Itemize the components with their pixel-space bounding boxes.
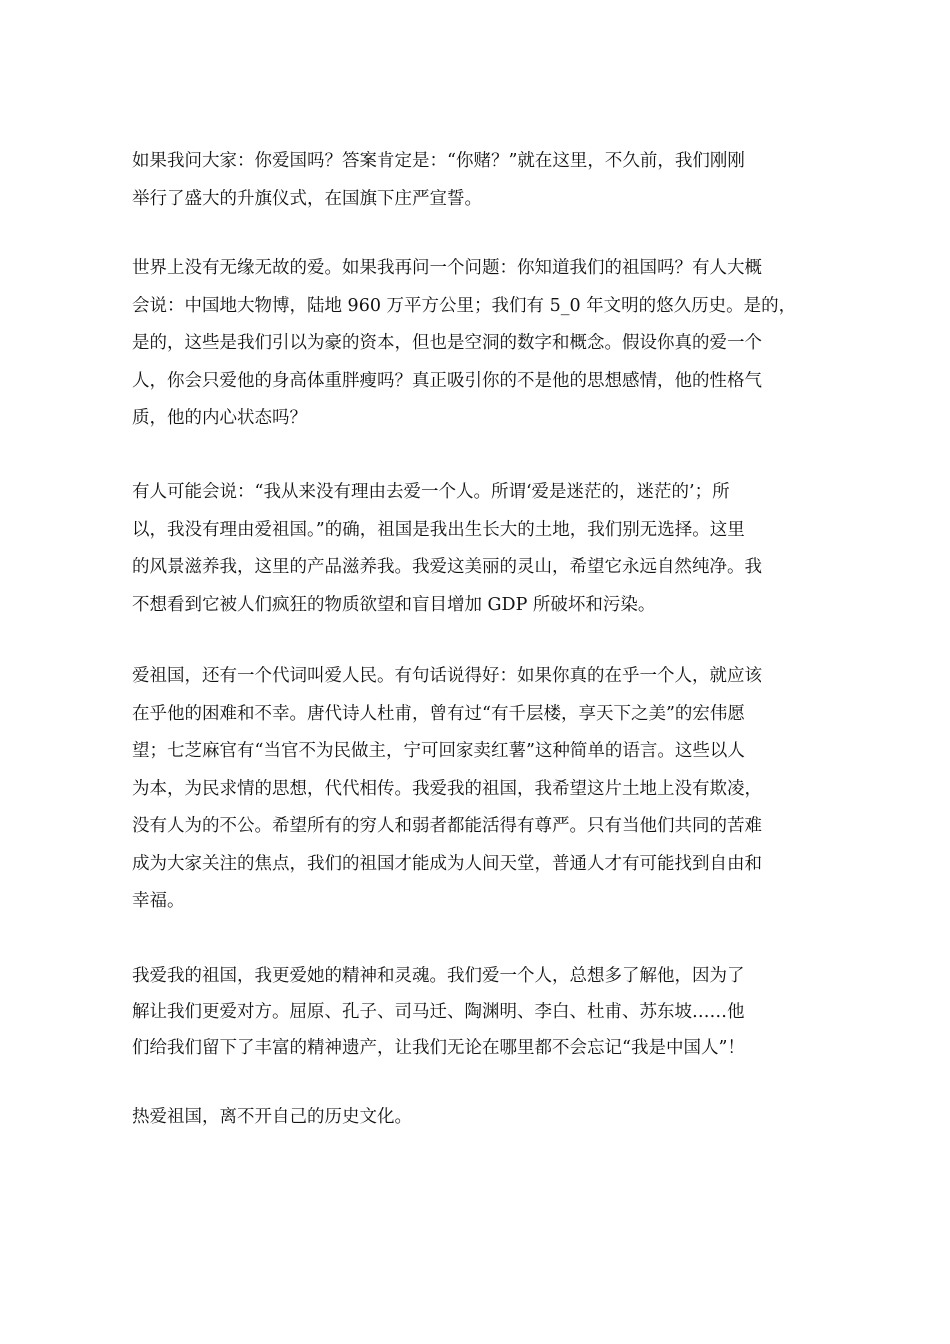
text-line: 幸福。 [132, 891, 185, 911]
text-line: 在乎他的困难和不幸。唐代诗人杜甫，曾有过“有千层楼，享天下之美”的宏伟愿 [132, 703, 745, 724]
text-line: 质，他的内心状态吗？ [132, 408, 307, 428]
text-line: 如果我问大家：你爱国吗？答案肯定是：“你赌？”就在这里，不久前，我们刚刚 [132, 151, 745, 171]
text-line: 爱祖国，还有一个代词叫爱人民。有句话说得好：如果你真的在乎一个人，就应该 [132, 666, 762, 686]
text-line: 举行了盛大的升旗仪式，在国旗下庄严宣誓。 [132, 188, 482, 209]
paragraph-1 [132, 143, 822, 218]
text-line: 世界上没有无缘无故的爱。如果我再问一个问题：你知道我们的祖国吗？有人大概 [132, 258, 762, 278]
text-line: 成为大家关注的焦点，我们的祖国才能成为人间天堂，普通人才有可能找到自由和 [132, 853, 762, 874]
text-line: 解让我们更爱对方。屈原、孔子、司马迁、陶渊明、李白、杜甫、苏东坡……他 [132, 1002, 745, 1022]
text-line: 有人可能会说：“我从来没有理由去爱一个人。所谓‘爱是迷茫的，迷茫的’；所 [132, 482, 730, 502]
text-line: 我爱我的祖国，我更爱她的精神和灵魂。我们爱一个人，总想多了解他，因为了 [132, 966, 745, 986]
text-line: 以，我没有理由爱祖国。”的确，祖国是我出生长大的土地，我们别无选择。这里 [132, 519, 745, 540]
text-line: 热爱祖国，离不开自己的历史文化。 [132, 1107, 412, 1127]
text-line: 会说：中国地大物博，陆地 960 万平方公里；我们有 5_0 年文明的悠久历史。是的， [132, 295, 797, 316]
paragraph-3 [132, 474, 822, 624]
text-line: 人，你会只爱他的身高体重胖瘦吗？真正吸引你的不是他的思想感情，他的性格气 [132, 370, 762, 391]
paragraph-2 [132, 250, 822, 438]
paragraph-5 [132, 958, 822, 1066]
text-line: 不想看到它被人们疯狂的物质欲望和盲目增加 GDP 所破坏和污染。 [132, 594, 656, 615]
text-line: 没有人为的不公。希望所有的穷人和弱者都能活得有尊严。只有当他们共同的苦难 [132, 816, 762, 836]
text-line: 是的，这些是我们引以为豪的资本，但也是空洞的数字和概念。假设你真的爱一个 [132, 333, 762, 353]
text-line: 们给我们留下了丰富的精神遗产，让我们无论在哪里都不会忘记“我是中国人”！ [132, 1038, 745, 1058]
text-line: 望；七芝麻官有“当官不为民做主，宁可回家卖红薯”这种简单的语言。这些以人 [132, 741, 745, 761]
text-line: 为本，为民求情的思想，代代相传。我爱我的祖国，我希望这片土地上没有欺凌， [132, 778, 762, 799]
paragraph-4 [132, 658, 822, 921]
text-line: 的风景滋养我，这里的产品滋养我。我爱这美丽的灵山，希望它永远自然纯净。我 [132, 557, 762, 577]
paragraph-6 [132, 1099, 822, 1135]
